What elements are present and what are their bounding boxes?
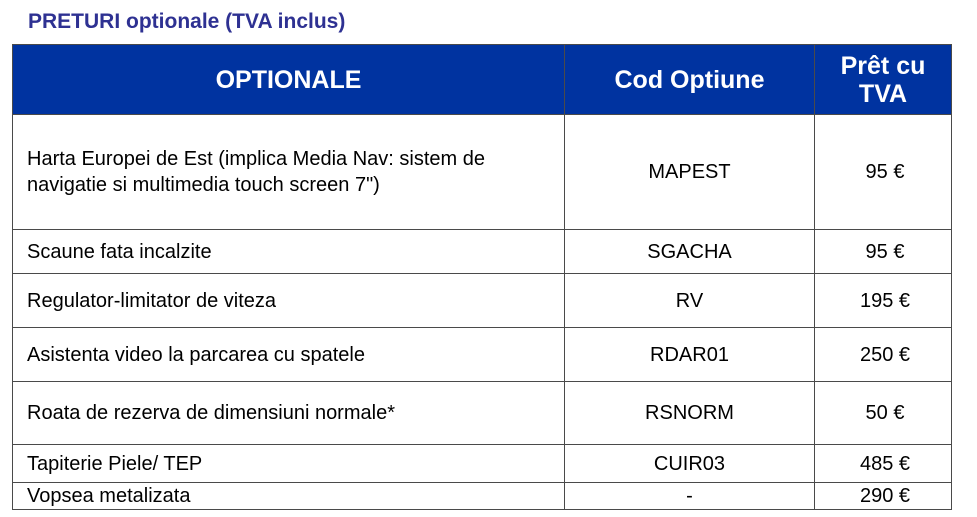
option-code: CUIR03 [565, 445, 815, 483]
option-code: RV [565, 274, 815, 328]
option-name: Regulator-limitator de viteza [13, 274, 565, 328]
table-header-row [13, 45, 952, 115]
options-price-table [12, 44, 952, 510]
page-title: PRETURI optionale (TVA inclus) [28, 10, 346, 33]
header-option-code: Cod Optiune [565, 45, 815, 115]
option-price: 50 € [815, 382, 952, 445]
table-row [13, 115, 952, 230]
table-row [13, 230, 952, 274]
option-name: Vopsea metalizata [13, 483, 565, 510]
option-code: SGACHA [565, 230, 815, 274]
header-price-with-vat [815, 45, 952, 115]
option-name: Asistenta video la parcarea cu spatele [13, 328, 565, 382]
table-row [13, 483, 952, 510]
option-code: MAPEST [565, 115, 815, 230]
option-price: 95 € [815, 115, 952, 230]
option-name: Tapiterie Piele/ TEP [13, 445, 565, 483]
header-options: OPTIONALE [13, 45, 565, 115]
option-name: Scaune fata incalzite [13, 230, 565, 274]
table-row [13, 445, 952, 483]
table-row [13, 274, 952, 328]
option-price: 195 € [815, 274, 952, 328]
table-row [13, 382, 952, 445]
option-price: 95 € [815, 230, 952, 274]
header-price-line-2: TVA [858, 79, 908, 108]
header-price-line-1: Prêt cu [840, 51, 926, 80]
option-price: 290 € [815, 483, 952, 510]
option-price: 485 € [815, 445, 952, 483]
option-price: 250 € [815, 328, 952, 382]
option-name: Harta Europei de Est (implica Media Nav: sistem de navigatie si multimedia touch screen 7") [13, 115, 565, 230]
option-code: - [565, 483, 815, 510]
table-row [13, 328, 952, 382]
option-code: RSNORM [565, 382, 815, 445]
option-name: Roata de rezerva de dimensiuni normale* [13, 382, 565, 445]
option-code: RDAR01 [565, 328, 815, 382]
